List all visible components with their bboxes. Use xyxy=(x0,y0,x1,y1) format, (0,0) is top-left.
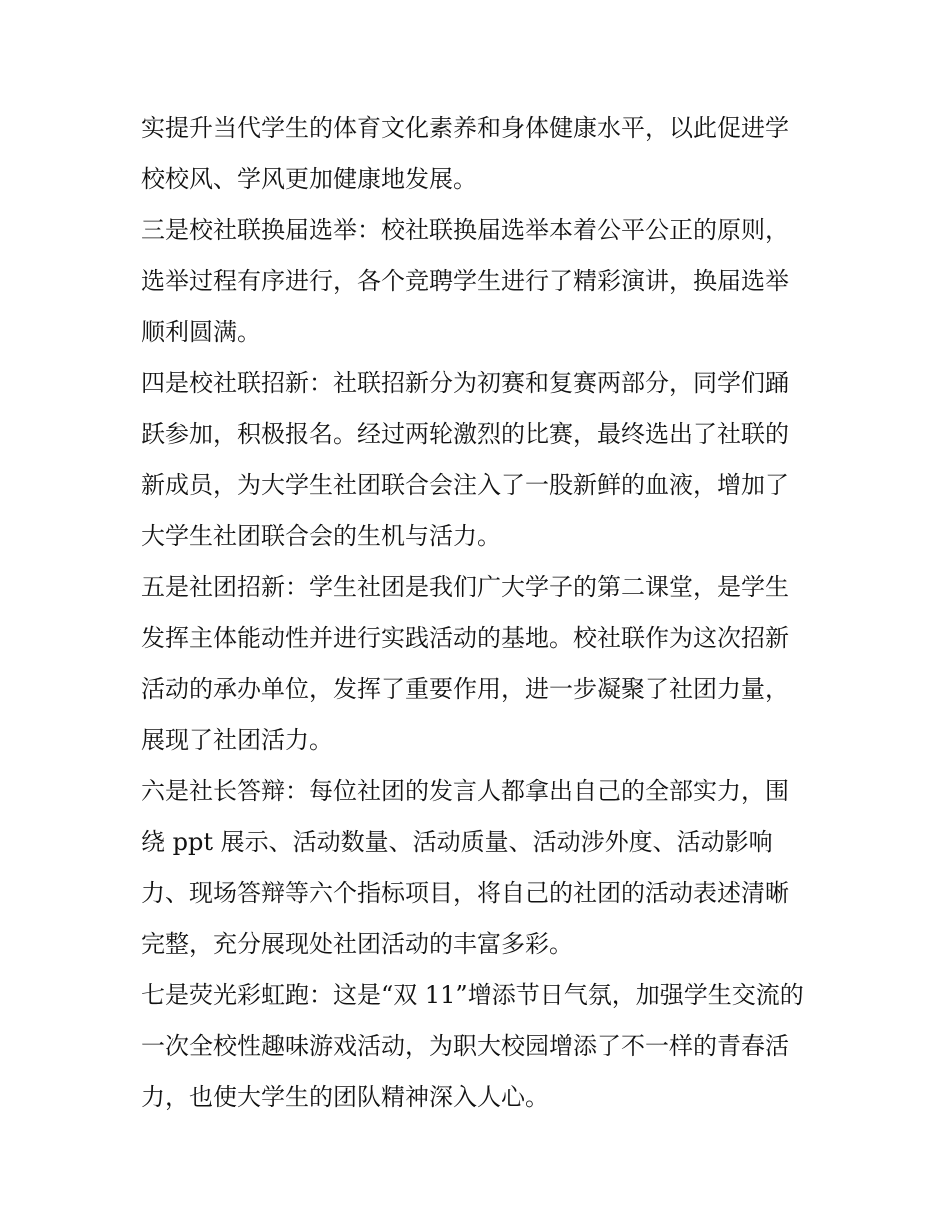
text-line: 新成员，为大学生社团联合会注入了一股新鲜的血液，增加了 xyxy=(141,471,789,499)
text-line: 绕 ppt 展示、活动数量、活动质量、活动涉外度、活动影响 xyxy=(141,828,773,856)
text-line: 六是社长答辩：每位社团的发言人都拿出自己的全部实力，围 xyxy=(141,777,789,805)
text-line: 实提升当代学生的体育文化素养和身体健康水平，以此促进学 xyxy=(141,114,789,142)
text-line: 七是荧光彩虹跑：这是“双 11”增添节日气氛，加强学生交流的 xyxy=(141,981,804,1009)
text-line: 选举过程有序进行，各个竞聘学生进行了精彩演讲，换届选举 xyxy=(141,267,789,295)
text-line: 发挥主体能动性并进行实践活动的基地。校社联作为这次招新 xyxy=(141,624,789,652)
text-line: 三是校社联换届选举：校社联换届选举本着公平公正的原则， xyxy=(141,216,789,244)
text-line: 活动的承办单位，发挥了重要作用，进一步凝聚了社团力量， xyxy=(141,675,789,703)
text-line: 五是社团招新：学生社团是我们广大学子的第二课堂，是学生 xyxy=(141,573,789,601)
text-line: 顺利圆满。 xyxy=(141,318,261,346)
document-body xyxy=(141,103,813,1123)
text-line: 大学生社团联合会的生机与活力。 xyxy=(141,522,501,550)
text-line: 一次全校性趣味游戏活动，为职大校园增添了不一样的青春活 xyxy=(141,1032,789,1060)
text-line: 力，也使大学生的团队精神深入人心。 xyxy=(141,1083,549,1111)
text-line: 跃参加，积极报名。经过两轮激烈的比赛，最终选出了社联的 xyxy=(141,420,789,448)
text-line: 四是校社联招新：社联招新分为初赛和复赛两部分，同学们踊 xyxy=(141,369,789,397)
text-line: 校校风、学风更加健康地发展。 xyxy=(141,165,477,193)
text-line: 力、现场答辩等六个指标项目，将自己的社团的活动表述清晰 xyxy=(141,879,789,907)
text-line: 完整，充分展现处社团活动的丰富多彩。 xyxy=(141,930,573,958)
text-line: 展现了社团活力。 xyxy=(141,726,333,754)
